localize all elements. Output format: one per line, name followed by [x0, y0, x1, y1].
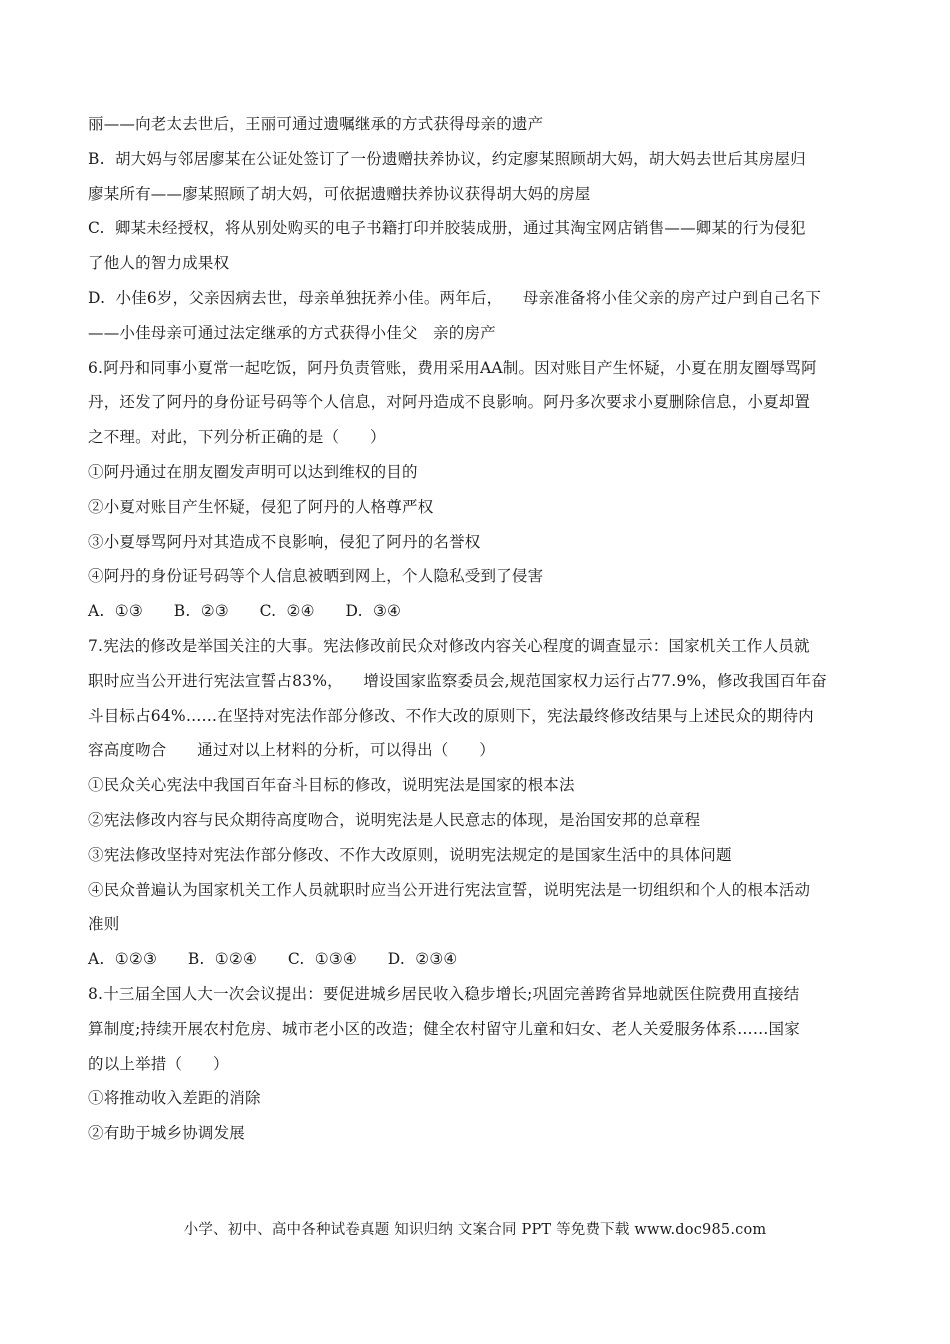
- question-8-stem: 算制度;持续开展农村危房、城市老小区的改造；健全农村留守儿童和妇女、老人关爱服务体系……国家: [88, 1019, 800, 1038]
- question-7-stem: 容高度吻合 通过对以上材料的分析，可以得出（ ）: [88, 741, 495, 760]
- question-7-statement: ④民众普遍认为国家机关工作人员就职时应当公开进行宪法宣誓，说明宪法是一切组织和个人的根本活动: [88, 880, 811, 899]
- question-7-statement: ③宪法修改坚持对宪法作部分修改、不作大改原则，说明宪法规定的是国家生活中的具体问题: [88, 845, 732, 864]
- question-7-statement: ①民众关心宪法中我国百年奋斗目标的修改，说明宪法是国家的根本法: [88, 776, 575, 795]
- question-6-statement: ③小夏辱骂阿丹对其造成不良影响，侵犯了阿丹的名誉权: [88, 532, 481, 551]
- question-7-statement: 准则: [88, 915, 120, 934]
- question-6-stem: 丹，还发了阿丹的身份证号码等个人信息，对阿丹造成不良影响。阿丹多次要求小夏删除信息，小夏却置: [88, 393, 811, 412]
- document-body: [88, 107, 868, 1151]
- question-6-statement: ①阿丹通过在朋友圈发声明可以达到维权的目的: [88, 462, 418, 481]
- text-line: ——小佳母亲可通过法定继承的方式获得小佳父 亲的房产: [88, 323, 496, 342]
- text-line: 丽——向老太去世后，王丽可通过遗嘱继承的方式获得母亲的遗产: [88, 115, 544, 133]
- question-6-options: A. ①③ B. ②③ C. ②④ D. ③④: [88, 602, 402, 621]
- question-8-statement: ①将推动收入差距的消除: [88, 1089, 261, 1108]
- question-6-statement: ④阿丹的身份证号码等个人信息被晒到网上，个人隐私受到了侵害: [88, 567, 544, 586]
- text-line: B. 胡大妈与邻居廖某在公证处签订了一份遗赠扶养协议，约定廖某照顾胡大妈，胡大妈去世后其房屋归: [88, 149, 806, 168]
- question-7-stem: 斗目标占64%……在坚持对宪法作部分修改、不作大改的原则下，宪法最终修改结果与上述民众的期待内: [88, 706, 814, 725]
- question-7-statement: ②宪法修改内容与民众期待高度吻合，说明宪法是人民意志的体现，是治国安邦的总章程: [88, 810, 701, 829]
- question-7-options: A. ①②③ B. ①②④ C. ①③④ D. ②③④: [88, 950, 458, 969]
- text-line: 了他人的智力成果权: [88, 254, 230, 273]
- question-6-statement: ②小夏对账目产生怀疑，侵犯了阿丹的人格尊严权: [88, 497, 434, 516]
- question-7-stem: 职时应当公开进行宪法宣誓占83%， 增设国家监察委员会,规范国家权力运行占77.9%，修改我国百年奋: [88, 671, 827, 690]
- question-7-stem: 7.宪法的修改是举国关注的大事。宪法修改前民众对修改内容关心程度的调查显示：国家机关工作人员就: [88, 636, 810, 655]
- question-8-stem: 的以上举措（ ）: [88, 1054, 229, 1073]
- text-line: C. 卿某未经授权，将从别处购买的电子书籍打印并胶装成册，通过其淘宝网店销售——卿某的行为侵犯: [88, 219, 806, 238]
- text-line: D. 小佳6岁，父亲因病去世，母亲单独抚养小佳。两年后， 母亲准备将小佳父亲的房产过户到自己名下: [88, 288, 822, 307]
- text-line: 廖某所有——廖某照顾了胡大妈，可依据遗赠扶养协议获得胡大妈的房屋: [88, 184, 591, 203]
- question-8-stem: 8.十三届全国人大一次会议提出：要促进城乡居民收入稳步增长;巩固完善跨省异地就医住院费用直接结: [88, 984, 800, 1003]
- page-footer: 小学、初中、高中各种试卷真题 知识归纳 文案合同 PPT 等免费下载 www.doc985.com: [183, 1222, 767, 1238]
- question-6-stem: 之不理。对此，下列分析正确的是（ ）: [88, 428, 386, 447]
- question-8-statement: ②有助于城乡协调发展: [88, 1124, 246, 1143]
- question-6-stem: 6.阿丹和同事小夏常一起吃饭，阿丹负责管账，费用采用AA制。因对账目产生怀疑，小夏在朋友圈辱骂阿: [88, 358, 817, 377]
